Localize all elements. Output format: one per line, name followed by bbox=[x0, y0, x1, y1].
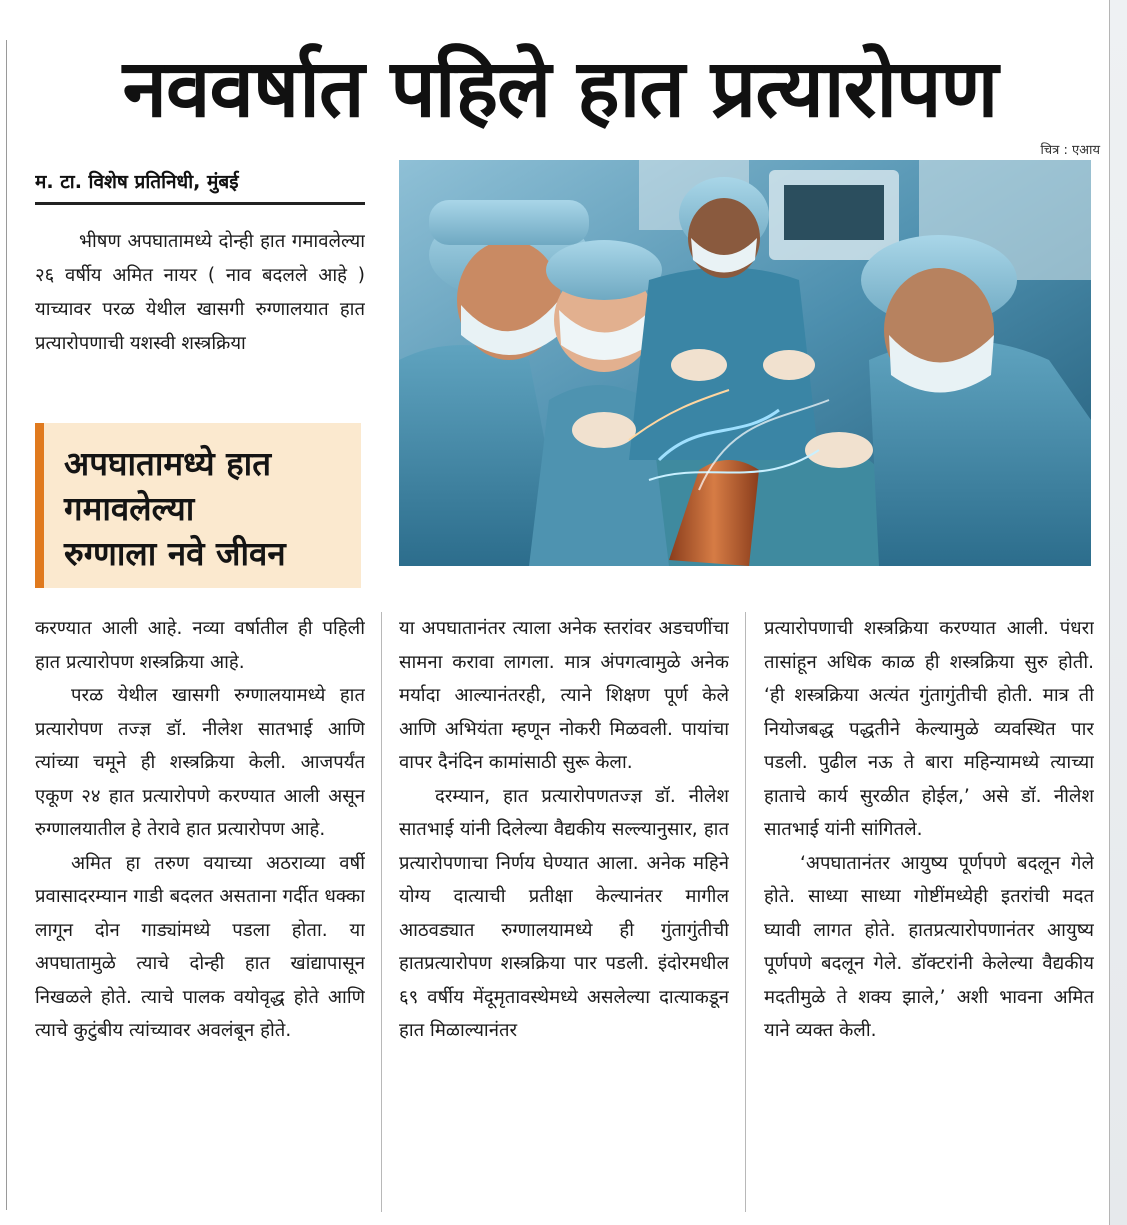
image-credit: चित्र : एआय bbox=[1040, 143, 1100, 158]
article-column-2 bbox=[399, 612, 729, 1217]
left-margin-rule bbox=[6, 40, 7, 1210]
column1-paragraph-2: परळ येथील खासगी रुग्णालयामध्ये हात प्रत्यारोपण तज्ज्ञ डॉ. नीलेश सातभाई आणि त्यांच्या चमूने ही शस्त्रक्रिया केली. आजपर्यंत एकूण २४ हात प्रत्यारोपणे करण्यात आली असून रुग्णालयातील हे तेरावे हात प्रत्यारोपण आहे. bbox=[35, 685, 365, 840]
column-rule-1 bbox=[381, 612, 382, 1212]
column2-paragraph-2: दरम्यान, हात प्रत्यारोपणतज्ज्ञ डॉ. नीलेश सातभाई यांनी दिलेल्या वैद्यकीय सल्ल्यानुसार, हात प्रत्यारोपणाचा निर्णय घेण्यात आला. अनेक महिने योग्य दात्याची प्रतीक्षा केल्यानंतर मागील आठवड्यात रुग्णालयामध्ये ही गुंतागुंतीची हातप्रत्यारोपण शस्त्रक्रिया पार पडली. इंदोरमधील ६९ वर्षीय मेंदूमृतावस्थेमध्ये असलेल्या दात्याकडून हात मिळाल्यानंतर bbox=[399, 785, 729, 1041]
callout-box bbox=[35, 423, 361, 588]
surgery-illustration bbox=[399, 160, 1091, 566]
lead-paragraph: भीषण अपघातामध्ये दोन्ही हात गमावलेल्या २६ वर्षीय अमित नायर ( नाव बदलले आहे ) याच्यावर परळ येथील खासगी रुग्णालयात हात प्रत्यारोपणाची यशस्वी शस्त्रक्रिया bbox=[35, 231, 365, 354]
byline: म. टा. विशेष प्रतिनिधी, मुंबई bbox=[35, 162, 365, 205]
article-column-1 bbox=[35, 612, 365, 1217]
column2-paragraph-1: या अपघातानंतर त्याला अनेक स्तरांवर अडचणींचा सामना करावा लागला. मात्र अंपगत्वामुळे अनेक मर्यादा आल्यानंतरही, त्याने शिक्षण पूर्ण केले आणि अभियंता म्हणून नोकरी मिळवली. पायांचा वापर दैनंदिन कामांसाठी सुरू केला. bbox=[399, 618, 729, 773]
column3-paragraph-2: ‘अपघातानंतर आयुष्य पूर्णपणे बदलून गेले होते. साध्या साध्या गोष्टींमध्येही इतरांची मदत घ्यावी लागत होते. हातप्रत्यारोपणानंतर आयुष्य पूर्णपणे बदलून गेले. डॉक्टरांनी केलेल्या वैद्यकीय मदतीमुळे ते शक्य झाले,’ अशी भावना अमित याने व्यक्त केली. bbox=[764, 852, 1094, 1041]
callout-line-1: अपघातामध्ये हात bbox=[64, 444, 272, 483]
article-column-3 bbox=[764, 612, 1094, 1217]
page-edge-strip bbox=[1109, 0, 1127, 1225]
headline: नववर्षात पहिले हात प्रत्यारोपण bbox=[122, 42, 998, 135]
column1-paragraph-1: करण्यात आली आहे. नव्या वर्षातील ही पहिली हात प्रत्यारोपण शस्त्रक्रिया आहे. bbox=[35, 618, 365, 673]
surgery-illustration-svg bbox=[399, 160, 1091, 566]
callout-heading bbox=[64, 441, 345, 576]
callout-line-2: गमावलेल्या bbox=[64, 489, 195, 528]
callout-line-3: रुग्णाला नवे जीवन bbox=[64, 534, 286, 573]
column3-paragraph-1: प्रत्यारोपणाची शस्त्रक्रिया करण्यात आली. पंधरा तासांहून अधिक काळ ही शस्त्रक्रिया सुरु होती. ‘ही शस्त्रक्रिया अत्यंत गुंतागुंतीची होती. मात्र ती नियोजबद्ध पद्धतीने केल्यामुळे व्यवस्थित पार पडली. पुढील नऊ ते बारा महिन्यामध्ये त्याच्या हाताचे कार्य सुरळीत होईल,’ असे डॉ. नीलेश सातभाई यांनी सांगितले. bbox=[764, 618, 1094, 840]
column-rule-2 bbox=[745, 612, 746, 1212]
column1-paragraph-3: अमित हा तरुण वयाच्या अठराव्या वर्षी प्रवासादरम्यान गाडी बदलत असताना गर्दीत धक्का लागून दोन गाड्यांमध्ये पडला होता. या अपघातामुळे त्याचे दोन्ही हात खांद्यापासून निखळले होते. त्याचे पालक वयोवृद्ध होते आणि त्याचे कुटुंबीय त्यांच्यावर अवलंबून होते. bbox=[35, 852, 365, 1041]
